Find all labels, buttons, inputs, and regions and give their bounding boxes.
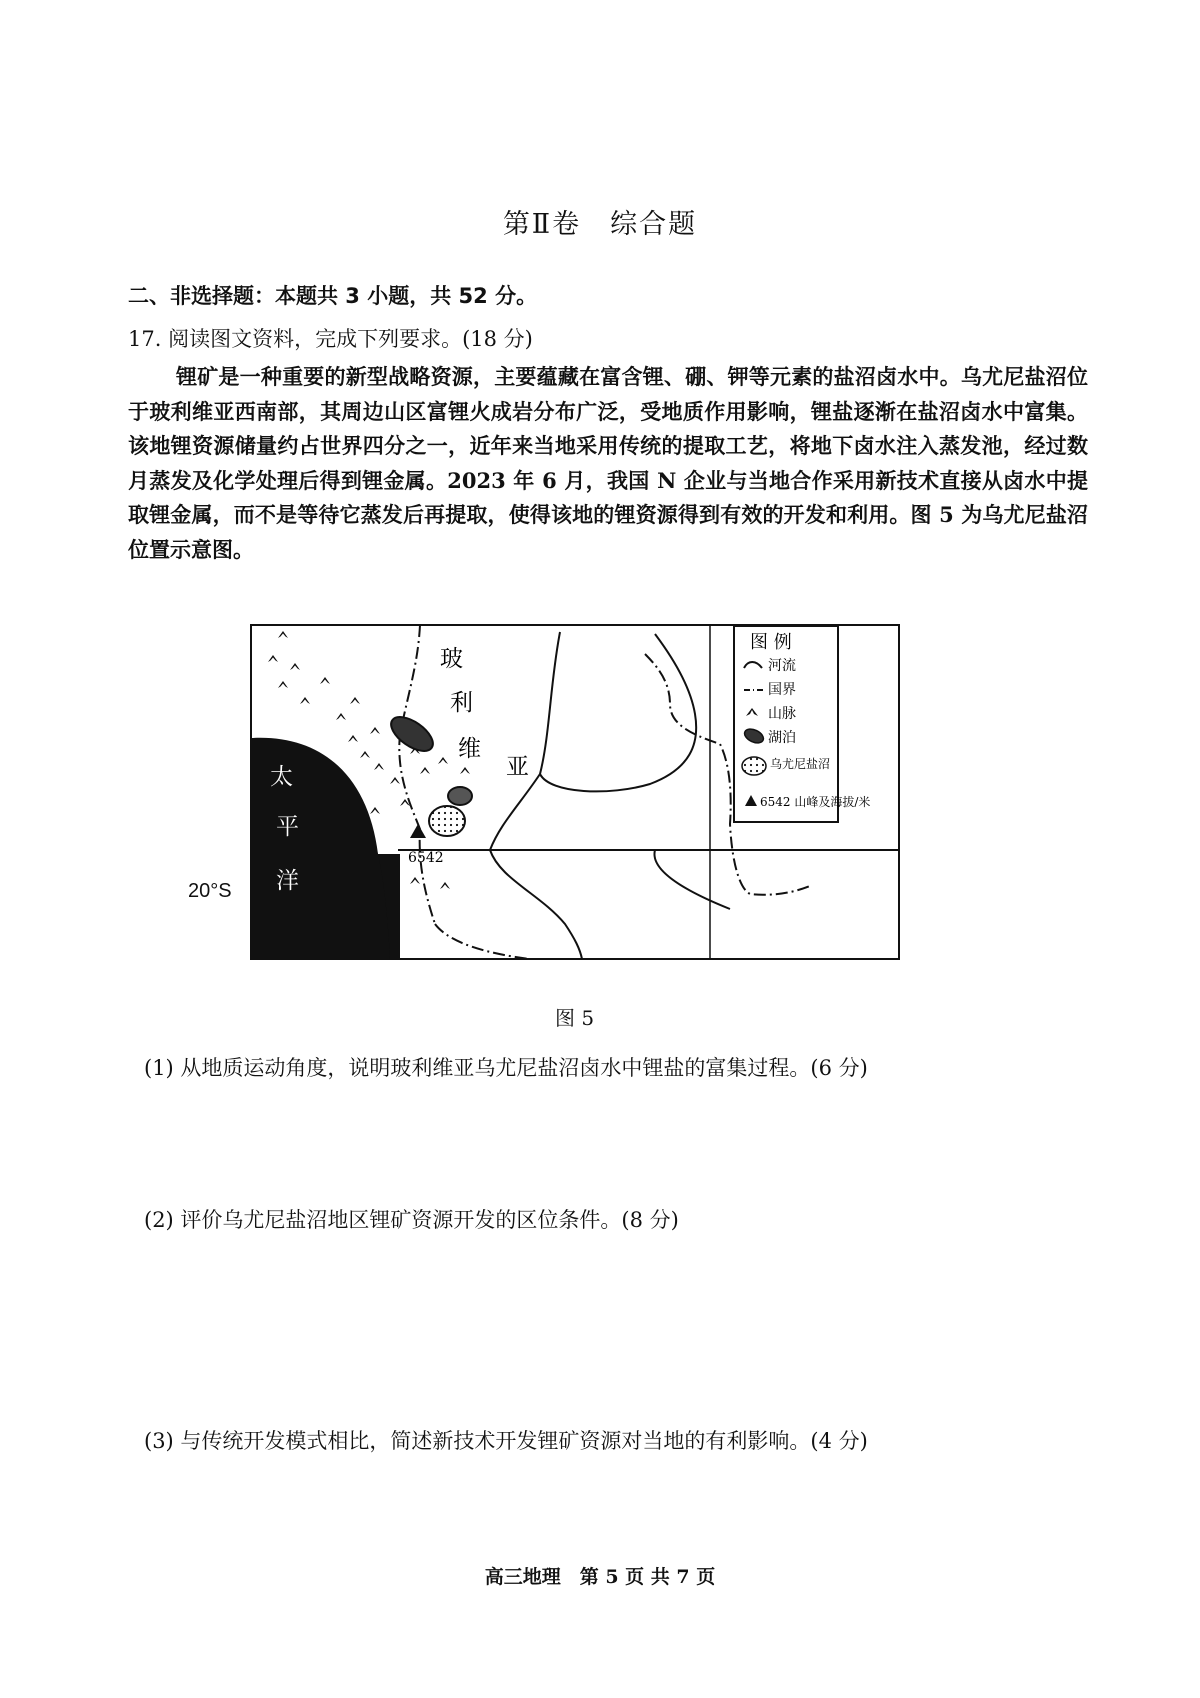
uyuni-salt-flat bbox=[429, 806, 465, 836]
peak-elevation: 6542 bbox=[408, 850, 444, 866]
lake-south bbox=[448, 787, 472, 805]
legend-saltflat: 乌尤尼盐沼 bbox=[770, 757, 831, 771]
uyuni-location-map bbox=[250, 624, 900, 960]
ocean-label-2: 平 bbox=[276, 814, 299, 840]
country-label-2: 利 bbox=[450, 690, 473, 716]
legend-title: 图 例 bbox=[750, 632, 792, 653]
legend-peak: 6542 山峰及海拔/米 bbox=[760, 795, 871, 809]
question-17-passage: 锂矿是一种重要的新型战略资源，主要蕴藏在富含锂、硼、钾等元素的盐沼卤水中。乌尤尼盐沼位于玻利维亚西南部，其周边山区富锂火成岩分布广泛，受地质作用影响，锂盐逐渐在盐沼卤水中富集。该地锂资源储量约占世界四分之一，近年来当地采用传统的提取工艺，将地下卤水注入蒸发池，经过数月蒸发及化学处理后得到锂金属。2023 年 6 月，我国 N 企业与当地合作采用新技术直接从卤水中提取锂金属，而不是等待它蒸发后再提取，使得该地的锂资源得到有效的开发和利用。图 5 为乌尤尼盐沼位置示意图。 bbox=[128, 364, 1088, 562]
legend-saltflat-icon bbox=[742, 757, 766, 775]
legend-lake: 湖泊 bbox=[768, 730, 796, 746]
country-label-3: 维 bbox=[458, 736, 481, 762]
legend-border: 国界 bbox=[768, 682, 796, 698]
page-footer: 高三地理 第 5 页 共 7 页 bbox=[484, 1566, 716, 1588]
part-title: 第Ⅱ卷 综合题 bbox=[502, 209, 698, 240]
country-label-4: 亚 bbox=[506, 754, 529, 780]
figure-caption: 图 5 bbox=[555, 1006, 595, 1030]
country-label-1: 玻 bbox=[440, 646, 463, 672]
ocean-label-1: 太 bbox=[270, 764, 293, 790]
legend-river: 河流 bbox=[768, 658, 796, 674]
ocean-label-3: 洋 bbox=[276, 868, 299, 894]
question-17-header: 17. 阅读图文资料，完成下列要求。(18 分) bbox=[128, 327, 533, 351]
latitude-label: 20°S bbox=[188, 880, 232, 902]
sub-question-2: (2) 评价乌尤尼盐沼地区锂矿资源开发的区位条件。(8 分) bbox=[144, 1208, 679, 1232]
sub-question-1: (1) 从地质运动角度，说明玻利维亚乌尤尼盐沼卤水中锂盐的富集过程。(6 分) bbox=[144, 1056, 868, 1080]
section-heading: 二、非选择题：本题共 3 小题，共 52 分。 bbox=[128, 284, 538, 308]
legend-mountain: 山脉 bbox=[768, 706, 796, 722]
sub-question-3: (3) 与传统开发模式相比，简述新技术开发锂矿资源对当地的有利影响。(4 分) bbox=[144, 1429, 868, 1453]
